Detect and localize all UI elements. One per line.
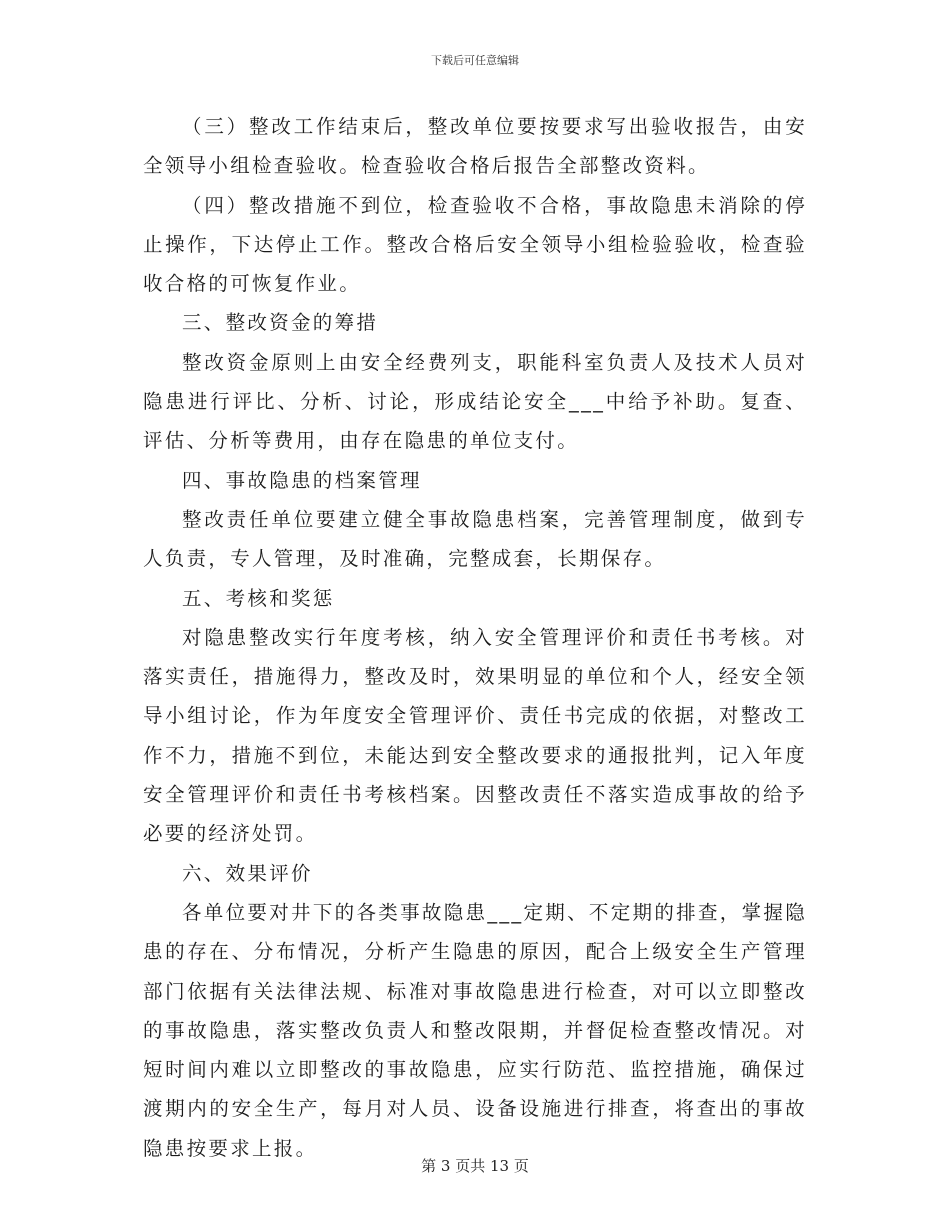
page-header: 下载后可任意编辑 (431, 54, 519, 67)
paragraph-evaluation: 各单位要对井下的各类事故隐患___定期、不定期的排查，掌握隐患的存在、分布情况，分析产生隐患的原因，配合上级安全生产管理部门依据有关法律法规、标准对事故隐患进行检查，对可以立即整改的事故隐患，落实整改负责人和整改限期，并督促检查整改情况。对短时间内难以立即整改的事故隐患，应实行防范、监控措施，确保过渡期内的安全生产，每月对人员、设备设施进行排查，将查出的事故隐患按要求上报。 (143, 900, 807, 1160)
section-heading-funding: 三、整改资金的筹措 (182, 311, 379, 335)
section-heading-evaluation: 六、效果评价 (182, 861, 313, 885)
section-heading-assessment: 五、考核和奖惩 (182, 586, 335, 610)
paragraph-archive: 整改责任单位要建立健全事故隐患档案，完善管理制度，做到专人负责，专人管理，及时准确，完整成套，长期保存。 (143, 507, 807, 571)
section-heading-archive: 四、事故隐患的档案管理 (182, 468, 422, 492)
paragraph-measures-not-in-place: （四）整改措施不到位，检查验收不合格，事故隐患未消除的停止操作，下达停止工作。整改合格后安全领导小组检验验收，检查验收合格的可恢复作业。 (143, 193, 807, 296)
paragraph-inspection-acceptance: （三）整改工作结束后，整改单位要按要求写出验收报告，由安全领导小组检查验收。检查验收合格后报告全部整改资料。 (143, 115, 807, 178)
page-number: 第 3 页共 13 页 (421, 1157, 529, 1175)
paragraph-assessment: 对隐患整改实行年度考核，纳入安全管理评价和责任书考核。对落实责任，措施得力，整改及时，效果明显的单位和个人，经安全领导小组讨论，作为年度安全管理评价、责任书完成的依据，对整改工作不力，措施不到位，未能达到安全整改要求的通报批判，记入年度安全管理评价和责任书考核档案。因整改责任不落实造成事故的给予必要的经济处罚。 (143, 625, 807, 846)
document-body (143, 107, 807, 1168)
paragraph-funding: 整改资金原则上由安全经费列支，职能科室负责人及技术人员对隐患进行评比、分析、讨论，形成结论安全___中给予补助。复查、评估、分析等费用，由存在隐患的单位支付。 (143, 350, 807, 453)
